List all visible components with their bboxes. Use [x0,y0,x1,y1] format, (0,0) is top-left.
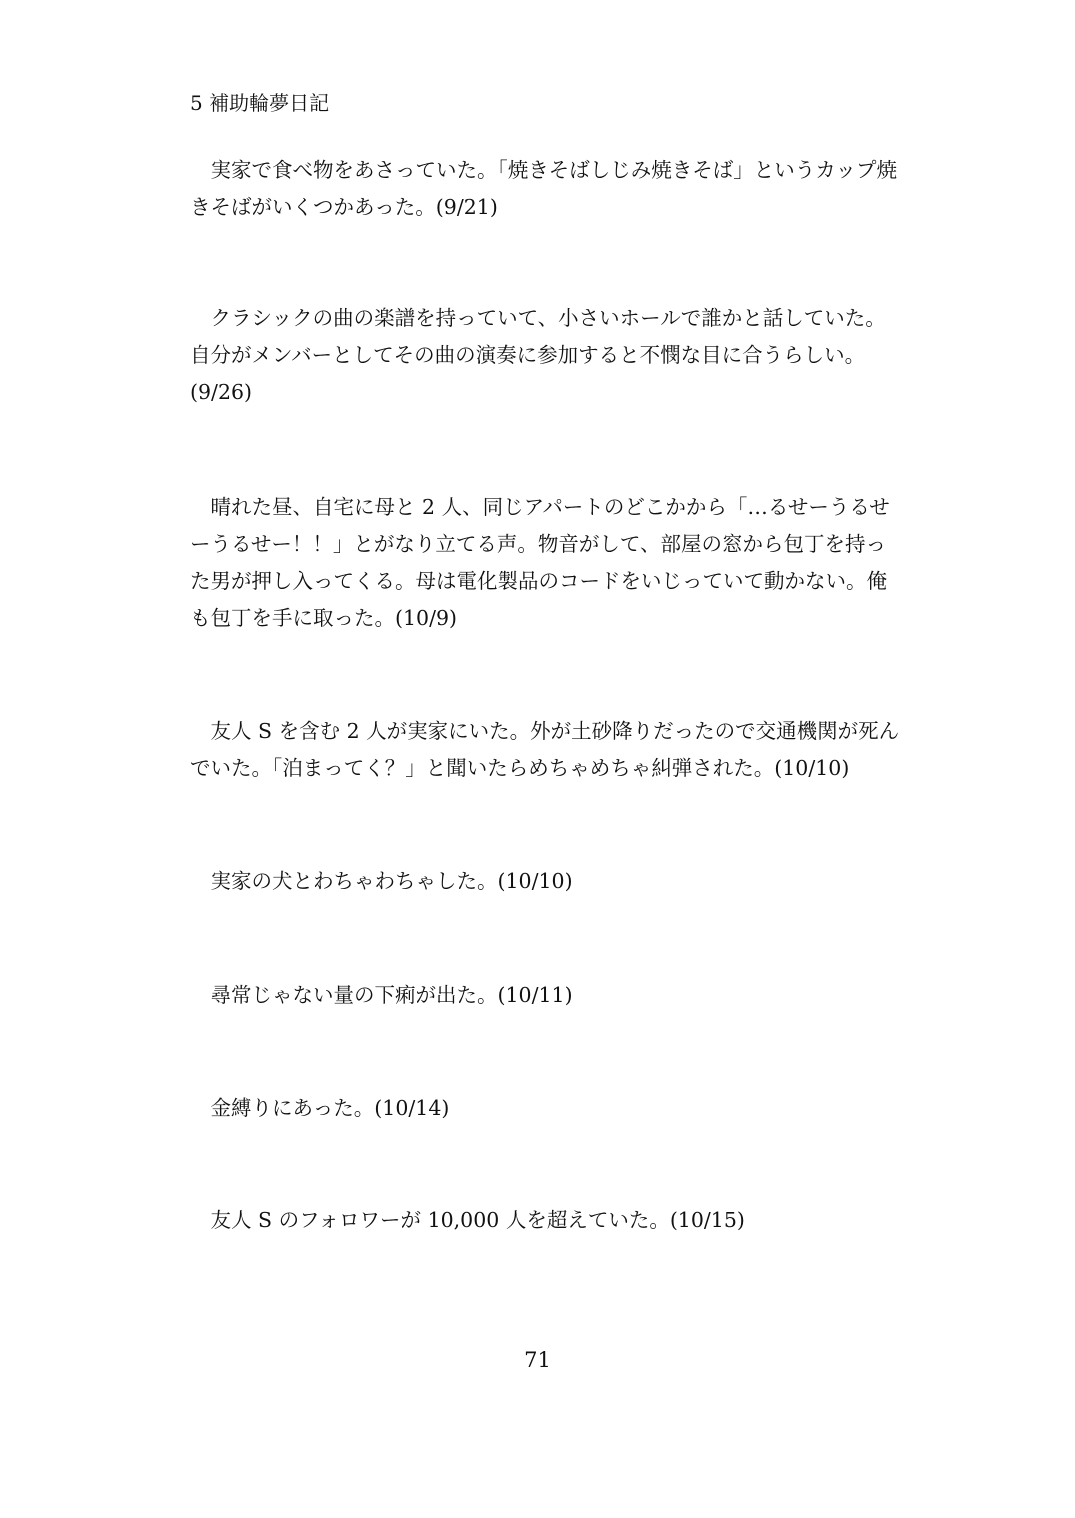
entry-line: 自分がメンバーとしてその曲の演奏に参加すると不憫な目に合うらしい。 [190,343,866,367]
entry-line: も包丁を手に取った。(10/9) [190,606,458,630]
diary-entry-1010-b [190,863,935,900]
diary-entry-1015 [190,1202,935,1239]
entry-line: 友人 S を含む 2 人が実家にいた。外が土砂降りだったので交通機関が死ん [190,719,900,743]
diary-entry-0921 [190,152,935,226]
entry-line: クラシックの曲の楽譜を持っていて、小さいホールで誰かと話していた。 [190,306,886,330]
entry-line: 友人 S のフォロワーが 10,000 人を超えていた。(10/15) [190,1208,745,1232]
entry-line: 金縛りにあった。(10/14) [190,1096,450,1120]
diary-entry-1009 [190,489,935,637]
entry-line: 実家で食べ物をあさっていた。「焼きそばしじみ焼きそば」というカップ焼 [190,158,898,182]
entry-line: (9/26) [190,380,253,404]
page-number: 71 [524,1348,551,1372]
entry-line: 晴れた昼、自宅に母と 2 人、同じアパートのどこかから「…るせーうるせ [190,495,890,519]
entry-line: た男が押し入ってくる。母は電化製品のコードをいじっていて動かない。俺 [190,569,887,593]
entry-line: でいた。「泊まってく？」と聞いたらめちゃめちゃ糾弾された。(10/10) [190,756,850,780]
diary-entry-1014 [190,1090,935,1127]
diary-entry-0926 [190,300,935,411]
diary-entry-1010-a [190,713,935,787]
entry-line: 尋常じゃない量の下痢が出た。(10/11) [190,983,573,1007]
diary-entry-1011 [190,977,935,1014]
entry-line: ーうるせー！！」とがなり立てる声。物音がして、部屋の窓から包丁を持っ [190,532,886,556]
entry-line: きそばがいくつかあった。(9/21) [190,195,498,219]
entry-line: 実家の犬とわちゃわちゃした。(10/10) [190,869,573,893]
section-heading: 5 補助輪夢日記 [190,91,330,115]
